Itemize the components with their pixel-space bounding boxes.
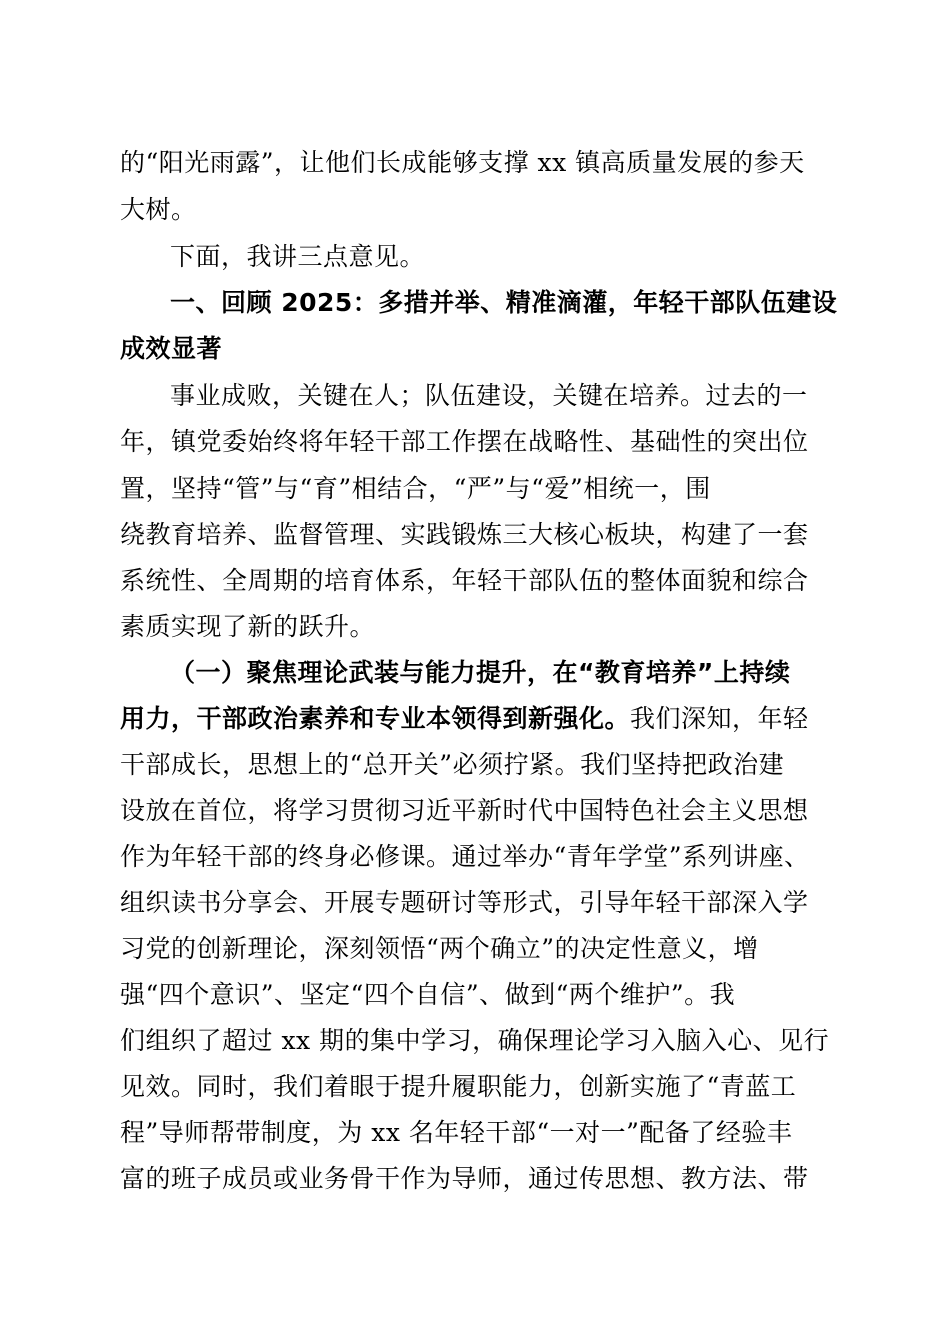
subsection-heading: 用力，干部政治素养和专业本领得到新强化。 [120, 704, 631, 733]
text-line: 见效。同时，我们着眼于提升履职能力，创新实施了“青蓝工 [120, 1072, 797, 1101]
text-line: 强“四个意识”、坚定“四个自信”、做到“两个维护”。我 [120, 980, 736, 1009]
text-line: 绕教育培养、监督管理、实践锻炼三大核心板块，构建了一套 [120, 520, 809, 549]
text-span: 我们深知，年轻 [630, 704, 809, 733]
text-line: 作为年轻干部的终身必修课。通过举办“青年学堂”系列讲座、 [120, 842, 810, 871]
text-line: 置，坚持“管”与“育”相结合，“严”与“爱”相统一，围 [120, 474, 711, 503]
text-line [120, 706, 809, 736]
section-heading: 一、回顾 2025：多措并举、精准滴灌，年轻干部队伍建设 [170, 288, 838, 317]
text-line: 习党的创新理论，深刻领悟“两个确立”的决定性意义，增 [120, 934, 759, 963]
text-line: 大树。 [120, 195, 197, 224]
text-line: 富的班子成员或业务骨干作为导师，通过传思想、教方法、带 [120, 1164, 809, 1193]
text-line: 下面，我讲三点意见。 [170, 242, 426, 271]
text-line: 系统性、全周期的培育体系，年轻干部队伍的整体面貌和综合 [120, 566, 809, 595]
subsection-heading: （一）聚焦理论武装与能力提升，在“教育培养”上持续 [170, 658, 791, 687]
text-line: 组织读书分享会、开展专题研讨等形式，引导年轻干部深入学 [120, 888, 809, 917]
text-line: 们组织了超过 xx 期的集中学习，确保理论学习入脑入心、见行 [120, 1026, 830, 1055]
text-line: 事业成败，关键在人；队伍建设，关键在培养。过去的一 [170, 381, 808, 410]
text-line: 设放在首位，将学习贯彻习近平新时代中国特色社会主义思想 [120, 796, 809, 825]
text-line: 程”导师帮带制度，为 xx 名年轻干部“一对一”配备了经验丰 [120, 1118, 793, 1147]
text-line: 干部成长，思想上的“总开关”必须拧紧。我们坚持把政治建 [120, 750, 785, 779]
text-line: 的“阳光雨露”，让他们长成能够支撑 xx 镇高质量发展的参天 [120, 148, 805, 177]
section-heading: 成效显著 [120, 334, 223, 363]
text-line: 素质实现了新的跃升。 [120, 612, 376, 641]
text-line: 年，镇党委始终将年轻干部工作摆在战略性、基础性的突出位 [120, 427, 809, 456]
